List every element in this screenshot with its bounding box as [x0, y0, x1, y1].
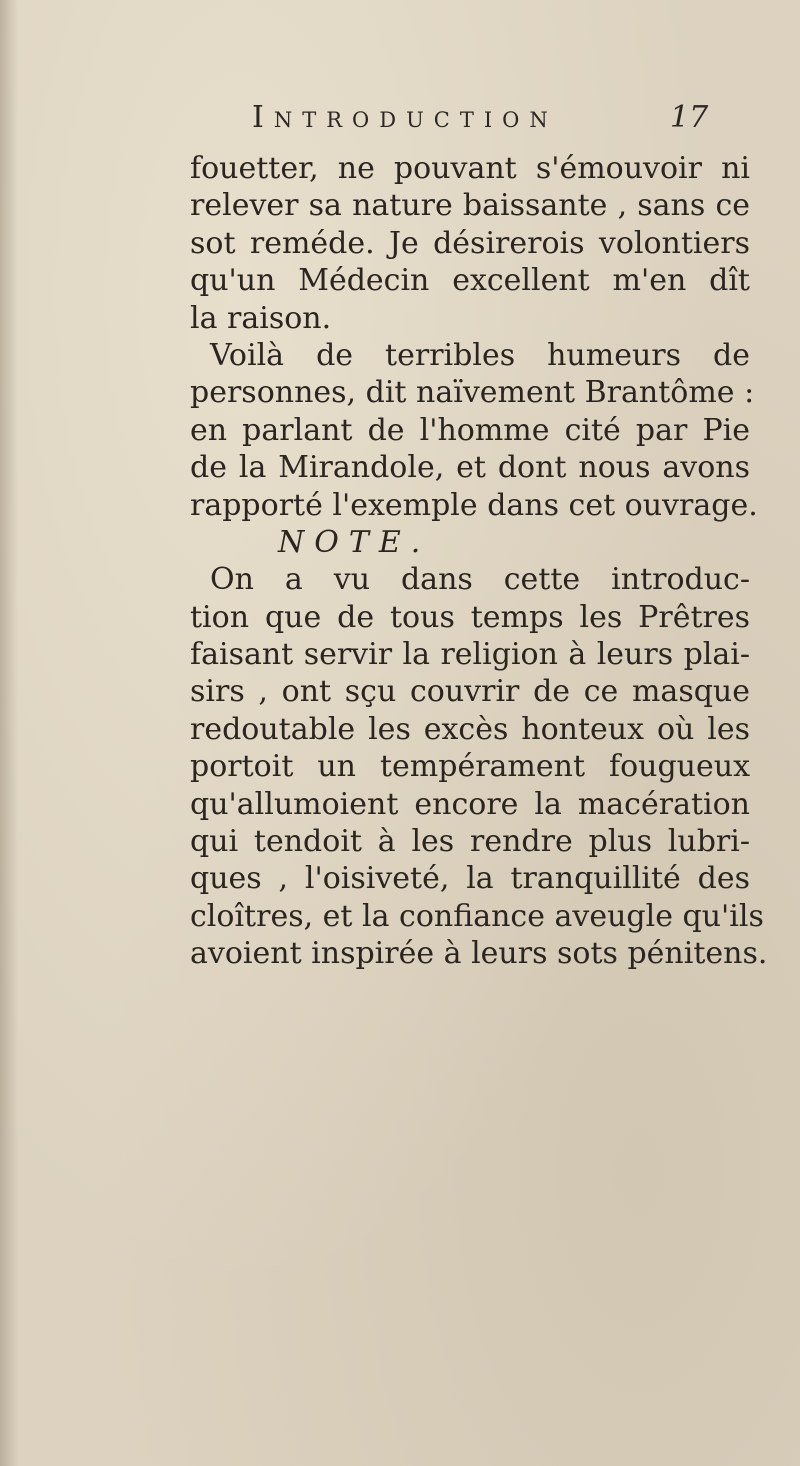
text-line: portoit un tempérament fougueux: [190, 749, 750, 785]
note-heading: NOTE.: [278, 524, 431, 560]
text-line: qu'un Médecin excellent m'en dît: [190, 263, 750, 299]
text-line: redoutable les excès honteux où les: [190, 711, 750, 747]
text-line: relever sa nature baissante , sans ce: [190, 188, 750, 224]
text-line: tion que de tous temps les Prêtres: [190, 599, 750, 635]
text-line: cloîtres, et la confiance aveugle qu'ils: [190, 898, 764, 934]
text-line: faisant servir la religion à leurs plai-: [190, 637, 750, 673]
text-line: ques , l'oisiveté, la tranquillité des: [190, 861, 750, 897]
text-line: rapporté l'exemple dans cet ouvrage.: [190, 487, 758, 523]
body-text: [190, 150, 768, 973]
text-line: qui tendoit à les rendre plus lubri-: [190, 824, 750, 860]
text-line: personnes, dit naïvement Brantôme :: [190, 375, 755, 411]
text-line: Voilà de terribles humeurs de: [210, 337, 750, 373]
text-line: sot reméde. Je désirerois volontiers: [190, 225, 750, 261]
page-number: 17: [670, 100, 709, 135]
running-title: Introduction: [252, 100, 558, 135]
gutter-shadow: [0, 0, 18, 1466]
text-line: On a vu dans cette introduc-: [210, 562, 750, 598]
text-line: en parlant de l'homme cité par Pie: [190, 412, 750, 448]
text-line: de la Mirandole, et dont nous avons: [190, 450, 750, 486]
text-line: la raison.: [190, 300, 332, 336]
text-line: sirs , ont sçu couvrir de ce masque: [190, 674, 750, 710]
text-line: qu'allumoient encore la macération: [190, 786, 750, 822]
text-line: fouetter, ne pouvant s'émouvoir ni: [190, 151, 750, 186]
page-header: [252, 100, 722, 140]
text-line: avoient inspirée à leurs sots pénitens.: [190, 936, 768, 972]
